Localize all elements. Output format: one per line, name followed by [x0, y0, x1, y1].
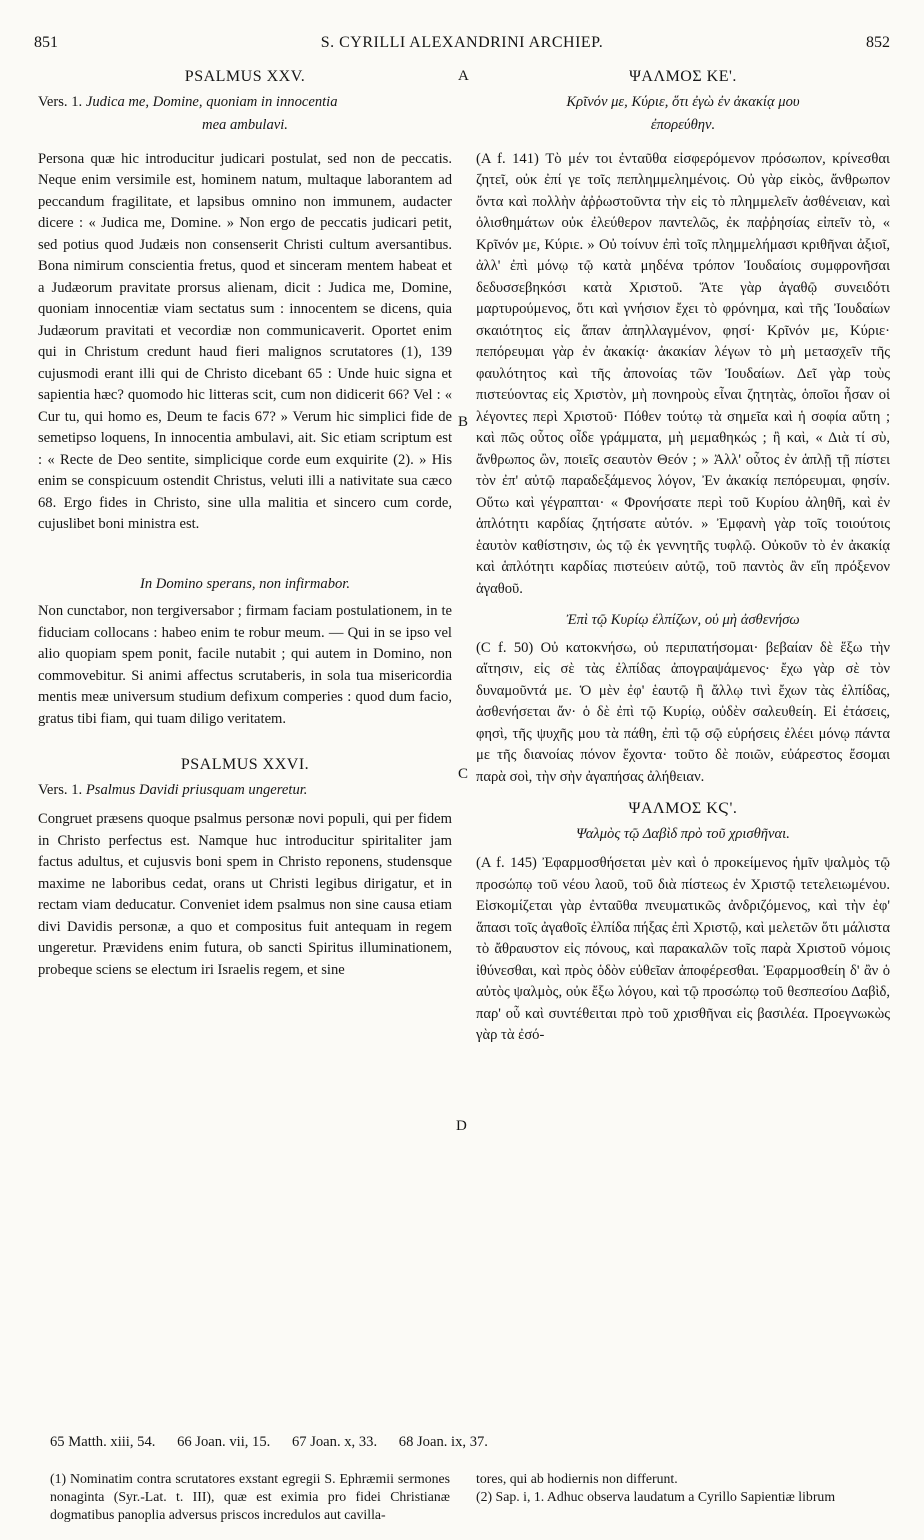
verse-text: Psalmus Davidi priusquam ungeretur. — [85, 781, 308, 798]
reference-66: 66 Joan. vii, 15. — [177, 1434, 271, 1450]
note-1: (1) Nominatim contra scrutatores exstant egregii S. Ephræmii sermones nonaginta (Syr.-Lat. t. III), quæ est eximia pro fidei Christianæ dogmatibus panoplia adversus priscos incredulos aut cavilla- — [50, 1471, 450, 1522]
reference-68: 68 Joan. ix, 37. — [398, 1434, 488, 1450]
verse-continuation-greek: ἐπορεύθην. — [650, 117, 716, 133]
greek-column — [476, 66, 890, 1047]
verse-label: Vers. 1. — [38, 93, 83, 110]
page-number-right: 852 — [866, 34, 890, 51]
verse-label: Vers. 1. — [38, 781, 83, 798]
running-title: S. CYRILLI ALEXANDRINI ARCHIEP. — [320, 34, 604, 51]
commentary-c-greek: (C f. 50) Οὐ κατοκνήσω, οὐ περιπατήσομαι· βεβαίαν δὲ ἕξω τὴν αἴτησιν, εἰς σὲ τὰς ἐλπίδας ἀπογραψάμενος· ἔχω γὰρ σὲ τὸν δυναμοῦντά με. Ὁ μὲν ἐφ' ἑαυτῷ ἢ ἄλλῳ τινὶ ἔχων τὰς ἐλπίδας, ἀσθενήσεται ἄν· ὁ δὲ ἐπὶ τῷ Κυρίῳ, οὐδὲν σαλευθείη. Εἰ ἐτάσεις, φησὶ, τῆς ψυχῆς μου τὰ πάθη, ἐπὶ τῷ σῷ εὑρήσεις ἐλέει μόνῳ πάντα με τῆς διανοίας πόνον ἔχοντα· τοῦτο δὲ ποιῶν, εὐάρεστος ἔσομαι παρὰ σοὶ, τὴν σὴν ἀγαπήσας ἀλήθειαν. — [476, 639, 890, 785]
verse-continuation: mea ambulavi. — [202, 117, 288, 133]
psalm-26-commentary-greek: (A f. 145) Ἐφαρμοσθήσεται μὲν καὶ ὁ προκείμενος ἡμῖν ψαλμὸς τῷ προσώπῳ τοῦ νέου λαοῦ, τοῦ διὰ πίστεως ἐν Χριστῷ τετελειωμένου. Εἰσκομίζεται γὰρ ἐνταῦθα πνευματικῶς ἀνδριζόμενος, καὶ τὴν ἐφ' ἅπασι τοῖς ἀγαθοῖς ἐλπίδα πήξας ἐπὶ Χριστῷ, καὶ μελετῶν ὅτι μάλιστα τὸ ἄθραυστον εἰς πόνους, καὶ παρακαλῶν τοῖς παρὰ Χριστοῦ νόμοις ἰθύνεσθαι, καὶ πρὸς ὁδὸν εὐθεῖαν ἀποφέρεσθαι. Ἐφαρμοσθείη δ' ἂν ὁ αὐτὸς ψαλμὸς, οὐκ ἔξω λόγου, καὶ τῷ προσώπῳ τοῦ θεσπεσίου Δαβὶδ, παρ' οὗ καὶ συντέθειται πρὸ τοῦ χρισθῆναι εἰς βασιλέα. Προεγνωκὼς γὰρ τὰ ἐσό- — [476, 855, 890, 1043]
note-1-continuation: tores, qui ab hodiernis non differunt. — [476, 1471, 678, 1486]
psalm-25-verse-greek: Κρῖνόν με, Κύριε, ὅτι ἐγὼ ἐν ἀκακίᾳ μου — [566, 93, 800, 110]
psalm-26-title-greek: ΨΑΛΜΟΣ ΚϚ'. — [628, 800, 738, 817]
column-marker-b: B — [458, 414, 469, 430]
psalm-26-verse-greek: Ψαλμὸς τῷ Δαβὶδ πρὸ τοῦ χρισθῆναι. — [576, 825, 790, 842]
page-number-left: 851 — [34, 34, 58, 51]
reference-65: 65 Matth. xiii, 54. — [50, 1434, 156, 1450]
scripture-references — [50, 1434, 890, 1451]
subheading-c-latin: In Domino sperans, non infirmabor. — [140, 575, 350, 592]
column-marker-a: A — [458, 68, 469, 84]
note-2: (2) Sap. i, 1. Adhuc observa laudatum a Cyrillo Sapientiæ librum — [476, 1489, 836, 1504]
psalm-26-title-latin: PSALMUS XXVI. — [180, 756, 310, 773]
psalm-26-commentary-latin: Congruet præsens quoque psalmus personæ novi populi, qui per fidem in Christo perfectus est. Namque huc introducitur spiritaliter jam factus adultus, et cujusvis boni spem in Christo reponens, studensque maxime ne laboribus cedat, orans ut Christi legibus dirigatur, et in rectam viam deducatur. Conveniet idem psalmus non sine causa etiam divi Davidis personæ, a quo et compositus fuit antequam in regem ungeretur. Prævidens enim futura, ob sancti Spiritus illuminationem, probeque sciens se electum iri Israelis regem, et sine — [38, 811, 452, 978]
column-marker-c: C — [458, 766, 469, 782]
psalm-25-verse-latin — [38, 92, 452, 114]
reference-67: 67 Joan. x, 33. — [291, 1434, 378, 1450]
commentary-c-latin: Non cunctabor, non tergiversabor ; firmam faciam postulationem, in te fiduciam collocans : habeo enim te robur meum. — Qui in se ipso vel alio quopiam spem ponit, facile nutabit ; qui autem in Domino, non commovebitur. Si animi affectus scrutaberis, in sola tua misericordia mentis meæ universum studium defixum comperies : quod dum facio, gratus tibi fiam, qui tuam diligo veritatem. — [38, 603, 452, 727]
page-header — [34, 34, 890, 56]
latin-column — [38, 66, 452, 981]
psalm-25-commentary-greek: (A f. 141) Τὸ μέν τοι ἐνταῦθα εἰσφερόμενον πρόσωπον, κρίνεσθαι ζητεῖ, οὐκ ἐπί γε τοῖς πεπλημμελημένοις. Οὐ γὰρ εἰκὸς, ἄνθρωπον ὄντα καὶ πολλὴν ἀῤῥωστοῦντα τὴν εἰς τὸ πλημμελεῖν ἀσθένειαν, καὶ ὀλισθημάτων οὐκ ἐλεύθερον παντελῶς, ἐκ παῤῥησίας εἰπεῖν τὸ, « Κρῖνόν με, Κύριε. » Οὐ τοίνυν ἐπὶ τοῖς πλημμελήμασι κριθῆναι ἀξιοῖ, ἀλλ' ἐπὶ μόνῳ τῷ κατὰ μηδένα τρόπον Ἰουδαίοις συμφρονῆσαι δεδυσσεβηκόσι κατὰ Χριστοῦ. Ἅτε γὰρ ἀγαθῷ συνειδότι μαρτυρούμενος, ὅτι καὶ γνήσιον ἔχει τὸ φρόνημα, καὶ τῆς Ἰουδαίων σκαιότητος εἰς ἅπαν ἀπηλλαγμένον, φησί· Κρῖνόν με, Κύριε· πεπόρευμαι γὰρ ἐν ἀκακίᾳ· ἀκακίαν λέγων τὸ μὴ μετασχεῖν τῆς φαυλότητος καὶ τῆς ἀπονοίας τῶν Ἰουδαίων. Δεῖ γὰρ τοὺς πιστεύοντας εἰς Χριστὸν, μὴ πονηροὺς εἶναι ζητητὰς, ὁποῖοι ἦσαν οἱ λέγοντες περὶ Χριστοῦ· Πόθεν τούτῳ τὰ σημεῖα καὶ ἡ σοφία αὕτη ; καὶ πῶς οὗτος οἶδε γράμματα, μὴ μεμαθηκώς ; ἢ καὶ, « Διὰ τί σὺ, ἄνθρωπος ὢν, ποιεῖς σεαυτὸν Θεόν ; » Ἀλλ' οὗτος ἐν ἁπλῇ τῇ πίστει τὸν ἐπ' αὐτῷ παραδεξάμενος λόγον, Ἐν ἀκακίᾳ πεπόρευμαι, φησίν. Οὕτω καὶ γέγραπται· « Φρονήσατε περὶ τοῦ Κυρίου ἀληθῆ, καὶ ἐν ἁπλότητι καρδίας ζητήσατε αὐτόν. » Ἐμφανὴ γὰρ τοῖς τοιούτοις ἑαυτὸν καθίστησιν, ὡς τῷ ἐκ γεννητῆς τυφλῷ. Οὐκοῦν τὸ ἐν ἀκακίᾳ καὶ ἁπλότητι καρδίας πιστεύειν αὐτῷ, τοῦ παντὸς ἂν εἴη πρόξενον ἀγαθοῦ. — [476, 150, 890, 597]
column-marker-d: D — [456, 1118, 467, 1134]
psalm-25-title-greek: ΨΑΛΜΟΣ ΚΕ'. — [629, 68, 737, 85]
psalm-25-title-latin: PSALMUS XXV. — [184, 68, 306, 85]
psalm-25-commentary-latin: Persona quæ hic introducitur judicari postulat, sed non de peccatis. Neque enim versimile est, hominem natum, multaque laborantem ad peccandum fragilitate, et lapsibus omnino non immunem, audacter dicere : « Judica me, Domine. » Non ergo de peccatis judicari petit, sed potius quod Judæis non consenserit Christi cultum aversantibus. Bona nimirum conscientia fretus, quod et sinceram mentem habeat et a Judæorum pravitate prorsus alienam, dicit : Judica me, Domine, quoniam innocentiæ viam sectatus sum : innocentem se dicens, quia Judæorum pravitati et vecordiæ non communicaverit. Oportet enim qui in Christum credunt haud fieri malignos scrutatores (1), 139 cujusmodi erant illi qui de Christo dicebant 65 : Unde huic signa et sapientia hæc? quomodo hic litteras scit, cum non didicerit 66? Vel : « Cur tu, qui homo es, Deum te facis 67? » Verum hic simplici fide de semetipso loquens, In innocentia ambulavi, ait. Sic etiam scriptum est : « Recte de Deo sentite, simplicique corde eum exquirite (2). » His enim se conspicuum ostendit Christus, veluti illi a nativitate sua cæco 68. Ergo fides in Christo, sine ulla malitia et sincero cum corde, cujuslibet boni ministra est. — [38, 150, 452, 532]
psalm-26-verse-latin — [38, 780, 452, 802]
editor-notes-right — [476, 1470, 890, 1506]
editor-notes-left — [50, 1470, 450, 1524]
subheading-c-greek: Ἐπὶ τῷ Κυρίῳ ἐλπίζων, οὐ μὴ ἀσθενήσω — [566, 612, 800, 628]
verse-text: Judica me, Domine, quoniam in innocentia — [85, 93, 338, 110]
